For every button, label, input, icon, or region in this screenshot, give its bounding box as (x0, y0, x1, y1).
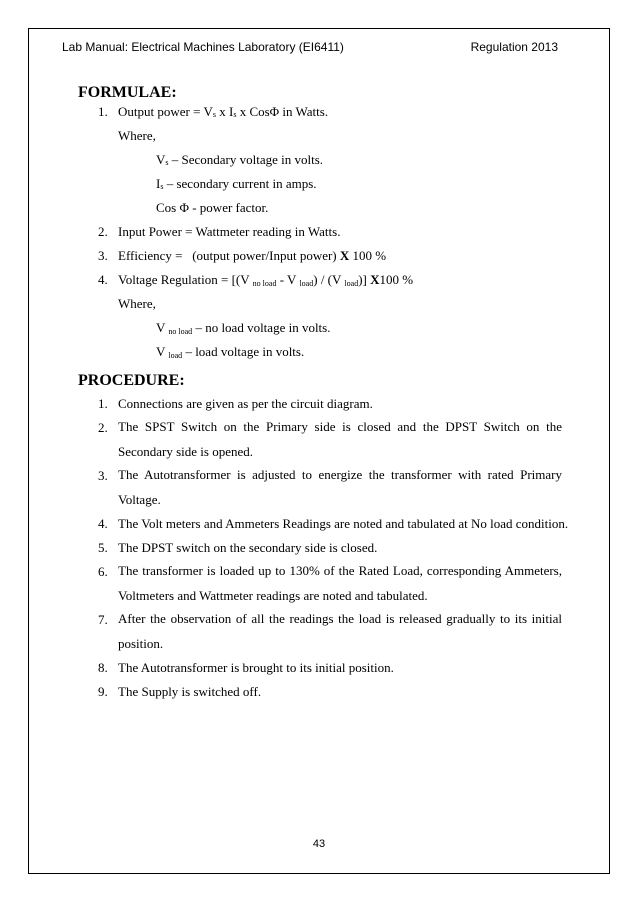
procedure-step-6-text: The transformer is loaded up to 130% of the Rated Load, corresponding Ammeters, Voltmeters and Wattmeter readings are noted and tabulated. (118, 563, 562, 603)
formulae-heading: FORMULAE: (78, 84, 177, 101)
formula-1-text: Output power = $V_s$ x $I_s$ x CosΦ in Watts. (118, 104, 329, 119)
procedure-heading: PROCEDURE: (78, 372, 185, 389)
formula-1-number: 1. (98, 104, 108, 119)
page-number: 43 (312, 838, 326, 850)
procedure-step-7-text: After the observation of all the readings the load is released gradually to its initial position. (118, 611, 562, 651)
header-regulation: Regulation 2013 (470, 40, 558, 54)
procedure-step-2-text: The SPST Switch on the Primary side is closed and the DPST Switch on the Secondary side is opened. (118, 419, 562, 459)
procedure-step-3-text: The Autotransformer is adjusted to energize the transformer with rated Primary Voltage. (118, 467, 562, 507)
header-title: Lab Manual: Electrical Machines Laboratory (EI6411) (62, 40, 344, 54)
